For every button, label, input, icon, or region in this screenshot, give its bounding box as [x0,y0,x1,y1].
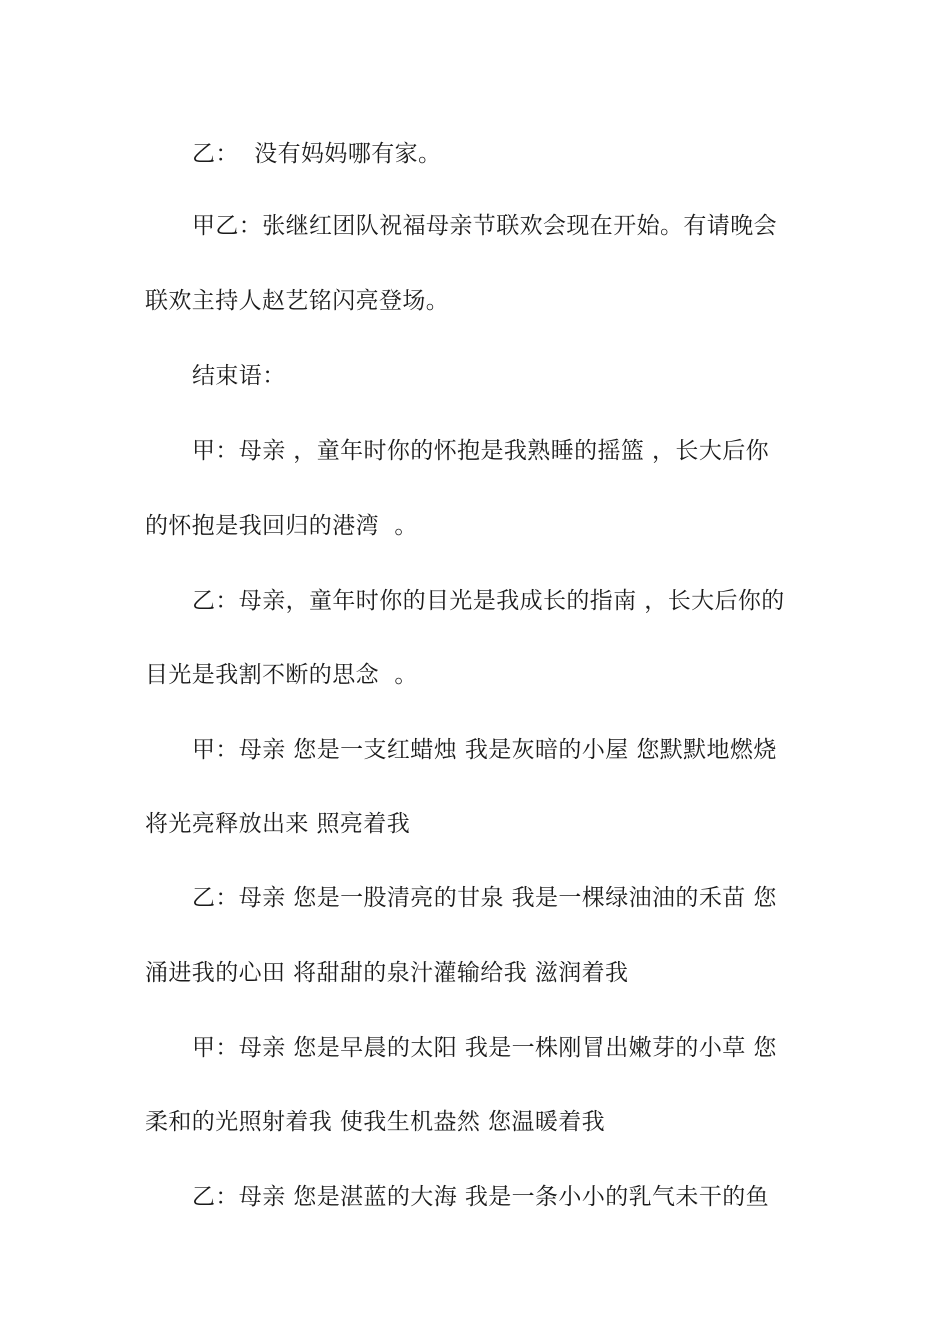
paragraph-line: 甲：母亲 您是一支红蜡烛 我是灰暗的小屋 您默默地燃烧 [192,737,777,763]
paragraph-line: 甲：母亲 ，童年时你的怀抱是我熟睡的摇篮 ，长大后你 [192,438,770,464]
paragraph-line: 甲乙：张继红团队祝福母亲节联欢会现在开始。有请晚会 [192,213,777,239]
paragraph-line: 目光是我割不断的思念 。 [145,662,418,688]
paragraph-line: 柔和的光照射着我 使我生机盎然 您温暖着我 [145,1109,606,1135]
paragraph-line: 联欢主持人赵艺铭闪亮登场。 [145,288,450,314]
paragraph-line: 乙： 没有妈妈哪有家。 [192,141,442,167]
paragraph-line: 将光亮释放出来 照亮着我 [145,811,411,837]
paragraph-line: 乙：母亲，童年时你的目光是我成长的指南 ，长大后你的 [192,588,785,614]
paragraph-line: 乙：母亲 您是一股清亮的甘泉 我是一棵绿油油的禾苗 您 [192,885,777,911]
paragraph-line: 甲：母亲 您是早晨的太阳 我是一株刚冒出嫩芽的小草 您 [192,1035,777,1061]
paragraph-line: 的怀抱是我回归的港湾 。 [145,513,418,539]
paragraph-line: 涌进我的心田 将甜甜的泉汁灌输给我 滋润着我 [145,960,629,986]
section-heading: 结束语： [192,363,286,389]
paragraph-line: 乙：母亲 您是湛蓝的大海 我是一条小小的乳气未干的鱼 [192,1184,770,1210]
